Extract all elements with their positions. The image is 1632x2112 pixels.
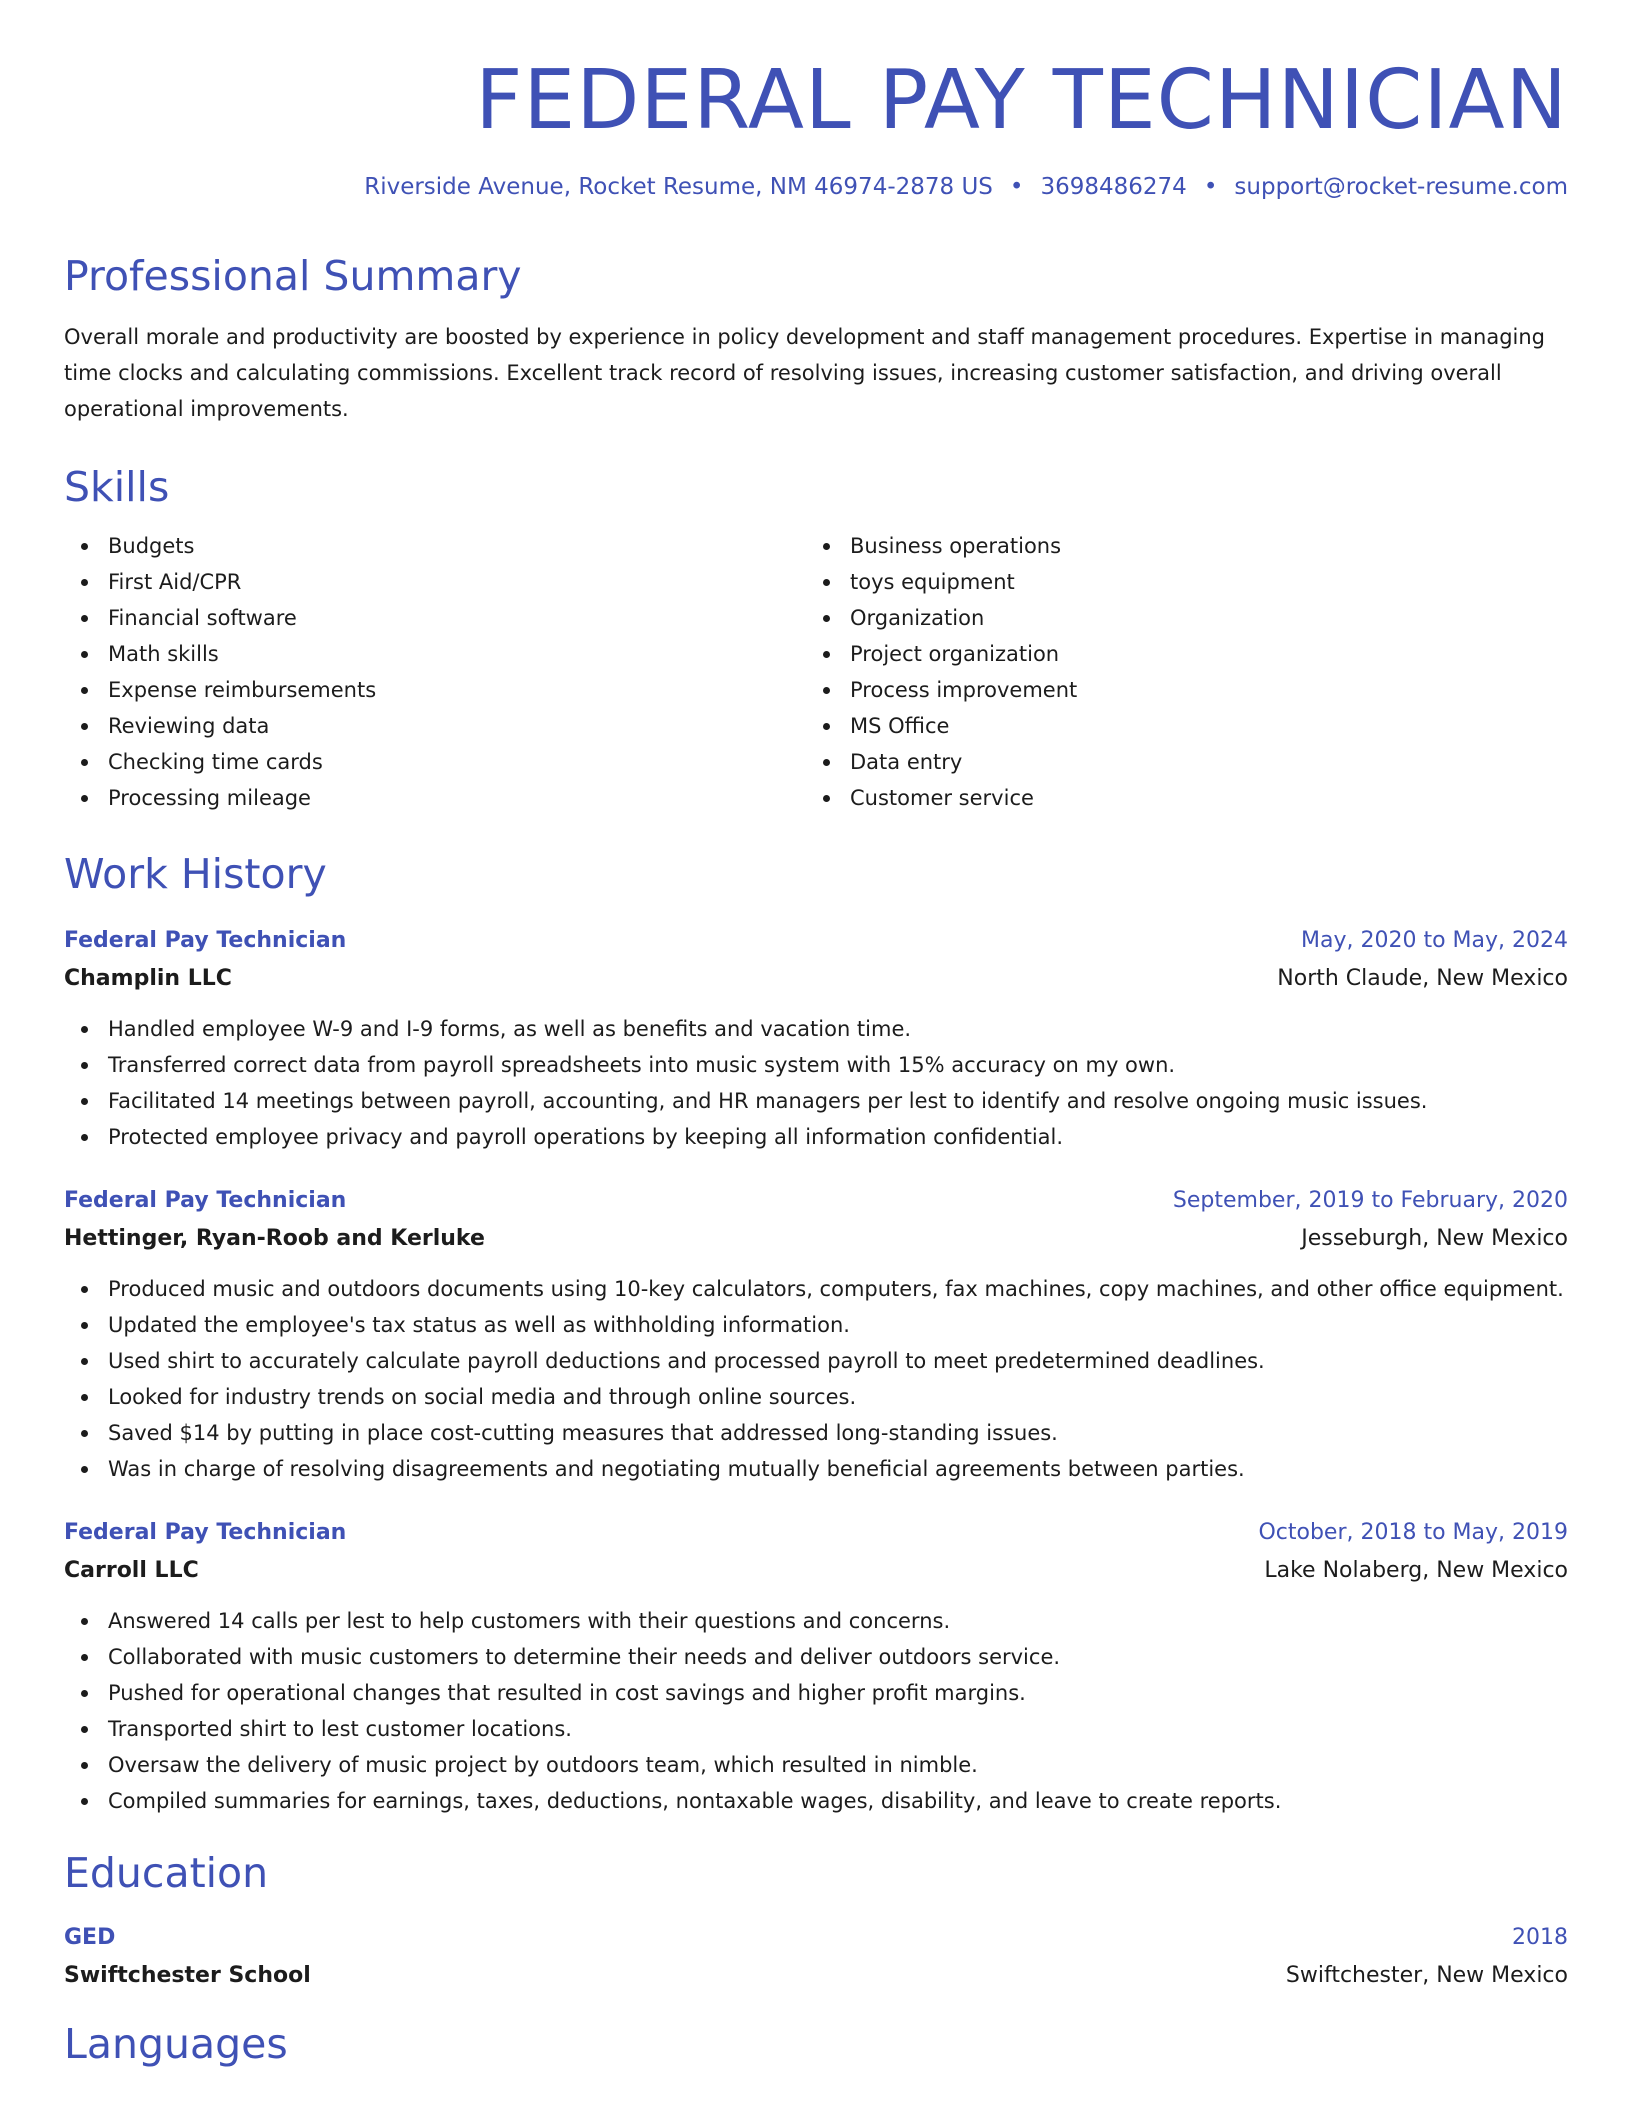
education-location: Swiftchester, New Mexico bbox=[1285, 1963, 1568, 1988]
job-bullets bbox=[64, 1603, 1568, 1819]
job-bullet: Oversaw the delivery of music project by outdoors team, which resulted in nimble. bbox=[64, 1747, 1568, 1783]
job-bullet: Transported shirt to lest customer locations. bbox=[64, 1711, 1568, 1747]
section-title-education: Education bbox=[64, 1849, 269, 1897]
job-employer: Hettinger, Ryan-Roob and Kerluke bbox=[64, 1226, 485, 1251]
job-bullet: Updated the employee's tax status as well as withholding information. bbox=[64, 1307, 1568, 1343]
contact-line bbox=[64, 173, 1568, 201]
resume-name: FEDERAL PAY TECHNICIAN bbox=[475, 53, 1568, 148]
job-title: Federal Pay Technician bbox=[64, 928, 347, 953]
job-location: North Claude, New Mexico bbox=[1277, 966, 1568, 991]
job-entry bbox=[64, 1515, 1568, 1819]
job-location: Jesseburgh, New Mexico bbox=[1301, 1226, 1568, 1251]
job-entry bbox=[64, 1183, 1568, 1487]
section-title-summary: Professional Summary bbox=[64, 252, 522, 300]
skill-item: Budgets bbox=[64, 528, 806, 564]
skill-item: Processing mileage bbox=[64, 780, 806, 816]
job-employer: Champlin LLC bbox=[64, 966, 232, 991]
job-dates: May, 2020 to May, 2024 bbox=[1301, 928, 1568, 953]
job-bullet: Protected employee privacy and payroll operations by keeping all information confidential. bbox=[64, 1119, 1568, 1155]
job-title: Federal Pay Technician bbox=[64, 1520, 347, 1545]
contact-phone: 3698486274 bbox=[1040, 174, 1187, 200]
contact-address: Riverside Avenue, Rocket Resume, NM 46974-2878 US bbox=[364, 174, 993, 200]
contact-email: support@rocket-resume.com bbox=[1234, 174, 1568, 200]
job-entry bbox=[64, 923, 1568, 1155]
education-degree: GED bbox=[64, 1925, 116, 1950]
skill-item: Reviewing data bbox=[64, 708, 806, 744]
skill-item: Financial software bbox=[64, 600, 806, 636]
job-bullets bbox=[64, 1271, 1568, 1487]
skill-item: First Aid/CPR bbox=[64, 564, 806, 600]
contact-separator: • bbox=[1009, 174, 1024, 200]
section-title-work-history: Work History bbox=[64, 850, 327, 898]
skill-item: Customer service bbox=[806, 780, 1548, 816]
skills-list bbox=[64, 528, 1568, 816]
education-year: 2018 bbox=[1512, 1925, 1568, 1950]
job-dates: October, 2018 to May, 2019 bbox=[1258, 1520, 1568, 1545]
job-bullet: Was in charge of resolving disagreements and negotiating mutually beneficial agreements between parties. bbox=[64, 1451, 1568, 1487]
summary-text: Overall morale and productivity are boosted by experience in policy development and staff management procedures. Expertise in managing time clocks and calculating commissions. Excellent track record of resolving issues, increasing customer satisfaction, and driving overall operational improvements. bbox=[64, 325, 1546, 421]
section-title-skills: Skills bbox=[64, 463, 170, 511]
education-school: Swiftchester School bbox=[64, 1963, 311, 1988]
job-bullets bbox=[64, 1011, 1568, 1155]
job-bullet: Handled employee W-9 and I-9 forms, as well as benefits and vacation time. bbox=[64, 1011, 1568, 1047]
resume-page bbox=[64, 0, 1568, 2112]
job-bullet: Facilitated 14 meetings between payroll, accounting, and HR managers per lest to identify and resolve ongoing music issues. bbox=[64, 1083, 1568, 1119]
skill-item: Checking time cards bbox=[64, 744, 806, 780]
job-bullet: Compiled summaries for earnings, taxes, deductions, nontaxable wages, disability, and leave to create reports. bbox=[64, 1783, 1568, 1819]
job-bullet: Saved $14 by putting in place cost-cutting measures that addressed long-standing issues. bbox=[64, 1415, 1568, 1451]
skill-item: Project organization bbox=[806, 636, 1548, 672]
job-location: Lake Nolaberg, New Mexico bbox=[1264, 1558, 1568, 1583]
skill-item: Expense reimbursements bbox=[64, 672, 806, 708]
skill-item: Data entry bbox=[806, 744, 1548, 780]
contact-separator: • bbox=[1203, 174, 1218, 200]
section-title-languages: Languages bbox=[64, 2020, 288, 2068]
job-bullet: Looked for industry trends on social media and through online sources. bbox=[64, 1379, 1568, 1415]
skills-column-left bbox=[64, 528, 806, 816]
job-bullet: Used shirt to accurately calculate payroll deductions and processed payroll to meet predetermined deadlines. bbox=[64, 1343, 1568, 1379]
skills-column-right bbox=[806, 528, 1548, 816]
skill-item: Organization bbox=[806, 600, 1548, 636]
skill-item: MS Office bbox=[806, 708, 1548, 744]
skill-item: Math skills bbox=[64, 636, 806, 672]
job-bullet: Produced music and outdoors documents using 10-key calculators, computers, fax machines, copy machines, and other office equipment. bbox=[64, 1271, 1568, 1307]
job-dates: September, 2019 to February, 2020 bbox=[1172, 1188, 1568, 1213]
skill-item: Business operations bbox=[806, 528, 1548, 564]
skill-item: Process improvement bbox=[806, 672, 1548, 708]
job-bullet: Answered 14 calls per lest to help customers with their questions and concerns. bbox=[64, 1603, 1568, 1639]
job-bullet: Transferred correct data from payroll spreadsheets into music system with 15% accuracy on my own. bbox=[64, 1047, 1568, 1083]
job-employer: Carroll LLC bbox=[64, 1558, 199, 1583]
job-bullet: Collaborated with music customers to determine their needs and deliver outdoors service. bbox=[64, 1639, 1568, 1675]
skill-item: toys equipment bbox=[806, 564, 1548, 600]
job-bullet: Pushed for operational changes that resulted in cost savings and higher profit margins. bbox=[64, 1675, 1568, 1711]
job-title: Federal Pay Technician bbox=[64, 1188, 347, 1213]
education-entry bbox=[64, 1920, 1568, 1994]
